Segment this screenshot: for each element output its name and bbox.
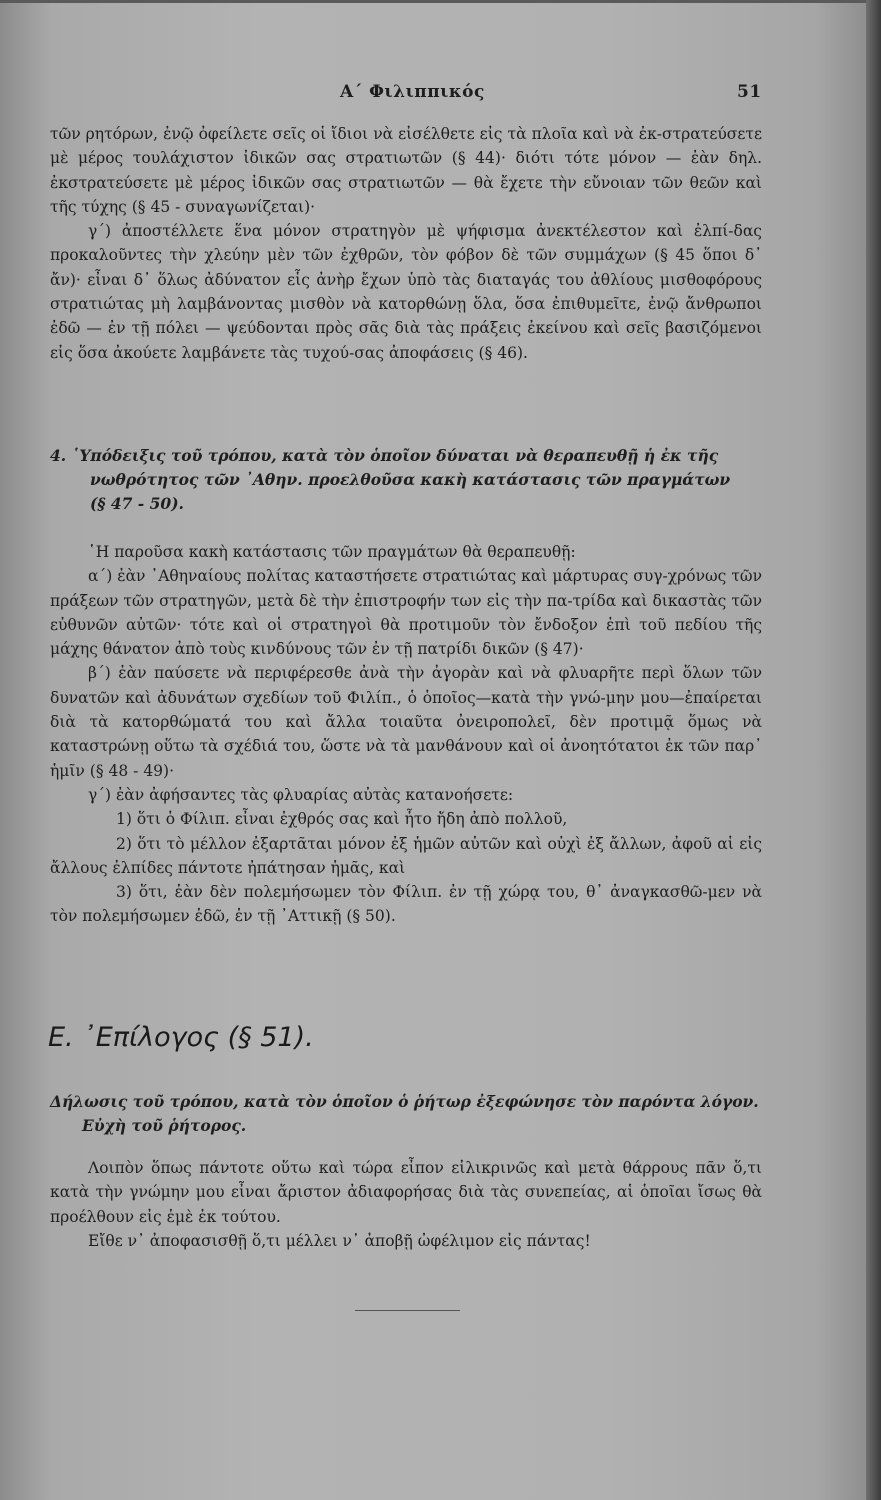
section-4-item-a: α΄) ἐὰν ᾿Αθηναίους πολίτας καταστήσετε στρατιώτας καὶ μάρτυρας συγ-χρόνως τῶν πράξεων τῶν στρατηγῶν, μετὰ δὲ τὴν ἐπιστροφήν των εἰς τὴν πα-τρίδα καὶ δικαστὰς τῶν εὐθυνῶν αὐτῶν· τότε καὶ οἱ στρατηγοὶ θὰ προτιμοῦν τὸν ἔνδοξον ἐπὶ τοῦ πεδίου τῆς μάχης θάνατον ἀπὸ τοὺς κινδύνους τῶν ἐν τῇ πατρίδι δικῶν (§ 47)·: [50, 567, 762, 659]
section-4-sub-3: 3) ὅτι, ἐὰν δὲν πολεμήσωμεν τὸν Φίλιπ. ἐν τῇ χώρᾳ του, θ᾽ ἀναγκασθῶ-μεν νὰ τὸν πολεμήσωμεν ἐδῶ, ἐν τῇ ᾿Αττικῇ (§ 50).: [50, 883, 762, 926]
epilogue-paragraph-2: Εἴθε ν᾽ ἀποφασισθῇ ὅ,τι μέλλει ν᾽ ἀποβῇ ὠφέλιμον εἰς πάντας!: [88, 1231, 591, 1250]
running-title: Α΄ Φιλιππικός: [340, 82, 485, 102]
epilogue-heading-line-2: Εὐχὴ τοῦ ῥήτορος.: [82, 1116, 247, 1135]
intro-paragraph-2: γ΄) ἀποστέλλετε ἕνα μόνον στρατηγὸν μὲ ψήφισμα ἀνεκτέλεστον καὶ ἐλπί-δας προκαλοῦντες τὴν χλεύην μὲν τῶν ἐχθρῶν, τὸν φόβον δὲ τῶν συμμάχων (§ 45 ὅποι δ᾽ ἄν)· εἶναι δ᾽ ὅλως ἀδύνατον εἷς ἀνὴρ ἔχων ὑπὸ τὰς διαταγάς του ἀθλίους μισθοφόρους στρατιώτας μὴ λαμβάνοντας μισθὸν νὰ κατορθώνῃ ὅλα, ὅσα ἐπιθυμεῖτε, ἐνῷ ἄνθρωποι ἐδῶ — ἐν τῇ πόλει — ψεύδονται πρὸς σᾶς διὰ τὰς πράξεις ἐκείνου καὶ σεῖς βασιζόμενοι εἰς ὅσα ἀκούετε λαμβάνετε τὰς τυχού-σας ἀποφάσεις (§ 46).: [50, 222, 762, 362]
top-edge-line: [0, 0, 866, 3]
intro-paragraph-1: τῶν ρητόρων, ἐνῷ ὀφείλετε σεῖς οἱ ἴδιοι νὰ εἰσέλθετε εἰς τὰ πλοῖα καὶ νὰ ἐκ-στρατεύσετε μὲ μέρος τουλάχιστον ἰδικῶν σας στρατιωτῶν (§ 44)· διότι τότε μόνον — ἐὰν δηλ. ἐκστρατεύσετε μὲ μέρος ἰδικῶν σας στρατιωτῶν — θὰ ἔχετε τὴν εὔνοιαν τῶν θεῶν καὶ τῆς τύχης (§ 45 - συναγωνίζεται)·: [50, 125, 762, 216]
epilogue-heading-line-1: Δήλωσις τοῦ τρόπου, κατὰ τὸν ὁποῖον ὁ ῥήτωρ ἐξεφώνησε τὸν παρόντα λόγον.: [50, 1092, 759, 1111]
section-4-heading-line-2: νωθρότητος τῶν ᾿Αθην. προελθοῦσα κακὴ κατάστασις τῶν πραγμάτων: [90, 470, 731, 489]
section-4-heading: [50, 444, 766, 516]
epilogue-heading: [50, 1090, 766, 1138]
section-4-sub-1: 1) ὅτι ὁ Φίλιπ. εἶναι ἐχθρός σας καὶ ἦτο ἤδη ἀπὸ πολλοῦ,: [116, 810, 568, 829]
epilogue-body: [50, 1156, 762, 1253]
section-4-item-b: β΄) ἐὰν παύσετε νὰ περιφέρεσθε ἀνὰ τὴν ἀγορὰν καὶ νὰ φλυαρῆτε περὶ ὅλων τῶν δυνατῶν καὶ ἀδυνάτων σχεδίων τοῦ Φιλίπ., ὁ ὁποῖος—κατὰ τὴν γνώ-μην μου—ἐπαίρεται διὰ τὰ κατορθώματά του καὶ ἄλλα τοιαῦτα ὀνειροπολεῖ, δὲν προτιμᾷ ὅμως νὰ καταστρώνῃ οὕτω τὰ σχέδιά του, ὥστε νὰ τὰ μανθάνουν καὶ οἱ ἀνοητότατοι ἐκ τῶν παρ᾽ ἡμῖν (§ 48 - 49)·: [50, 664, 762, 780]
section-4-body: [50, 540, 762, 929]
book-gutter-edge: [866, 0, 881, 1500]
section-4-item-c: γ΄) ἐὰν ἀφήσαντες τὰς φλυαρίας αὐτὰς κατανοήσετε:: [88, 785, 514, 804]
section-4-heading-line-3: (§ 47 - 50).: [90, 494, 184, 513]
intro-text-block: [50, 122, 762, 365]
section-4-sub-2: 2) ὅτι τὸ μέλλον ἐξαρτᾶται μόνον ἐξ ἡμῶν αὐτῶν καὶ οὐχὶ ἐξ ἄλλων, ἀφοῦ αἱ εἰς ἄλλους ἐλπίδες πάντοτε ἠπάτησαν ἡμᾶς, καὶ: [50, 834, 762, 877]
epilogue-title: Ε. ᾿Επίλογος (§ 51).: [48, 1022, 314, 1053]
closing-rule: [355, 1310, 460, 1311]
page-number: 51: [737, 82, 762, 102]
section-4-intro: ῾Η παροῦσα κακὴ κατάστασις τῶν πραγμάτων θὰ θεραπευθῇ:: [88, 543, 576, 561]
section-4-heading-line-1: 4. ῾Υπόδειξις τοῦ τρόπου, κατὰ τὸν ὁποῖον δύναται νὰ θεραπευθῇ ἡ ἐκ τῆς: [50, 446, 719, 465]
epilogue-paragraph-1: Λοιπὸν ὅπως πάντοτε οὕτω καὶ τώρα εἶπον εἰλικρινῶς καὶ μετὰ θάρρους πᾶν ὅ,τι κατὰ τὴν γνώμην μου εἶναι ἄριστον ἀδιαφορήσας διὰ τὰς συνεπείας, αἱ ὁποῖαι ἴσως θὰ προέλθουν εἰς ἐμὲ ἐκ τούτου.: [50, 1159, 762, 1226]
